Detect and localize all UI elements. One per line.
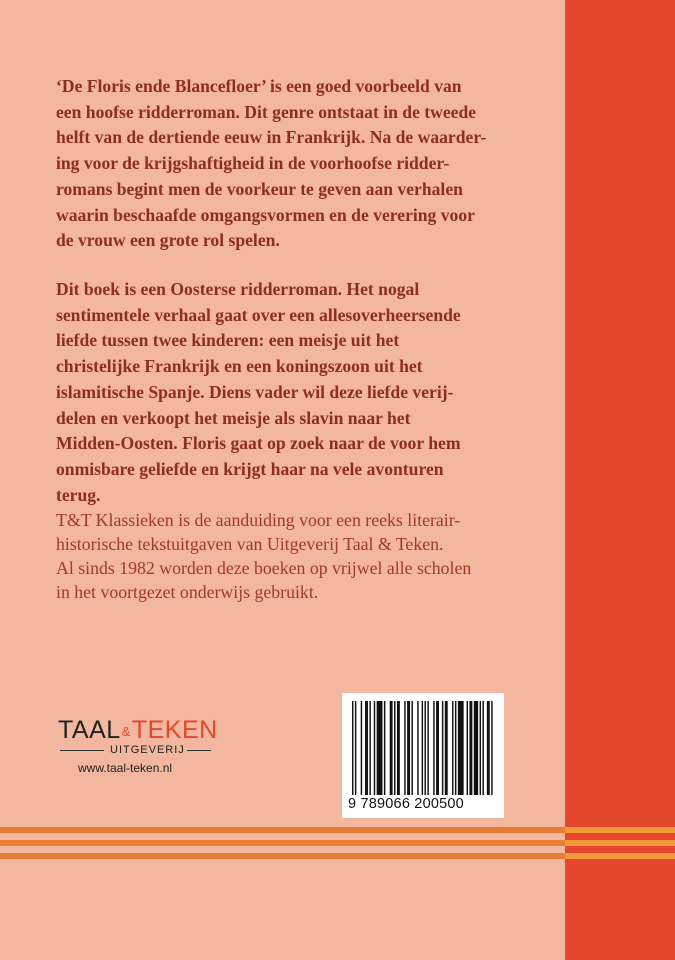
barcode-bar [390,701,393,795]
barcode-bar [455,701,456,795]
barcode-bar [417,701,418,795]
barcode-bar [355,701,356,795]
logo-subtitle: UITGEVERIJ [110,744,185,756]
logo-wordmark [58,716,218,746]
barcode-bar [369,701,370,795]
text-line: terug. [56,484,101,505]
barcode-bar [394,701,395,795]
barcode-bar [425,701,426,795]
barcode-bar [487,701,490,795]
barcode-bar [374,701,375,795]
decorative-stripe-spine [565,840,675,846]
text-line: Dit boek is een Oosterse ridderroman. Het nogal [56,279,420,299]
logo-taal: TAAL [58,716,121,744]
barcode-digits: 9 789066 200500 [348,796,464,812]
barcode-bar [445,701,448,795]
barcode-bars [350,701,496,795]
spine-band [565,0,675,960]
text-line: een hoofse ridderroman. Dit genre ontstaat in de tweede [56,101,477,122]
text-line: christelijke Frankrijk en een koningszoon uit het [56,356,423,377]
logo-rule-left [60,750,104,751]
barcode-bar [377,701,383,795]
barcode-bar [469,701,472,795]
barcode-bar [365,701,368,795]
text-line: helft van de dertiende eeuw in Frankrijk. Na de waarder- [56,127,487,148]
isbn-barcode [342,693,504,818]
barcode-bar [384,701,385,795]
logo-rule-right [187,750,211,751]
barcode-bar [361,701,362,795]
decorative-stripe-spine [565,853,675,859]
logo-teken: TEKEN [131,716,218,744]
barcode-bar [452,701,453,795]
barcode-bar [491,701,492,795]
text-line: T&T Klassieken is de aanduiding voor een reeks literair- [56,510,461,530]
barcode-bar [404,701,405,795]
text-line: ing voor de krijgshaftigheid in de voorhoofse ridder- [56,153,450,174]
barcode-bar [407,701,410,795]
text-line: onmisbare geliefde en krijgt haar na vele avonturen [56,458,444,479]
paragraph-intro [56,74,546,254]
paragraph-story [56,277,546,508]
barcode-bar [467,701,468,795]
barcode-bar [433,701,434,795]
barcode-bar [422,701,423,795]
text-line: sentimentele verhaal gaat over een allesoverheersende [56,304,461,325]
barcode-bar [352,701,353,795]
text-line: romans begint men de voorkeur te geven aan verhalen [56,178,463,199]
publisher-url: www.taal-teken.nl [78,761,173,775]
barcode-bar [483,701,484,795]
text-line: delen en verkoopt het meisje als slavin naar het [56,407,411,428]
logo-ampersand: & [121,724,131,739]
barcode-bar [474,701,478,795]
text-line: ‘De Floris ende Blancefloer’ is een goed voorbeeld van [56,76,462,96]
barcode-bar [411,701,412,795]
decorative-stripe-spine [565,827,675,833]
paragraph-series-info [56,508,546,604]
text-line: waarin beschaafde omgangsvormen en de verering voor [56,204,475,225]
text-line: in het voortgezet onderwijs gebruikt. [56,582,319,602]
publisher-logo [52,716,218,782]
barcode-bar [480,701,481,795]
barcode-bar [427,701,428,795]
text-line: islamitische Spanje. Diens vader wil deze liefde verij- [56,381,454,402]
text-line: Midden-Oosten. Floris gaat op zoek naar de voor hem [56,433,461,454]
text-line: liefde tussen twee kinderen: een meisje uit het [56,330,400,351]
text-line: historische tekstuitgaven van Uitgeverij Taal & Teken. [56,534,444,554]
barcode-bar [397,701,400,795]
barcode-bar [442,701,443,795]
text-line: de vrouw een grote rol spelen. [56,230,280,251]
barcode-bar [458,701,464,795]
barcode-bar [436,701,439,795]
text-line: Al sinds 1982 worden deze boeken op vrijwel alle scholen [56,558,472,578]
